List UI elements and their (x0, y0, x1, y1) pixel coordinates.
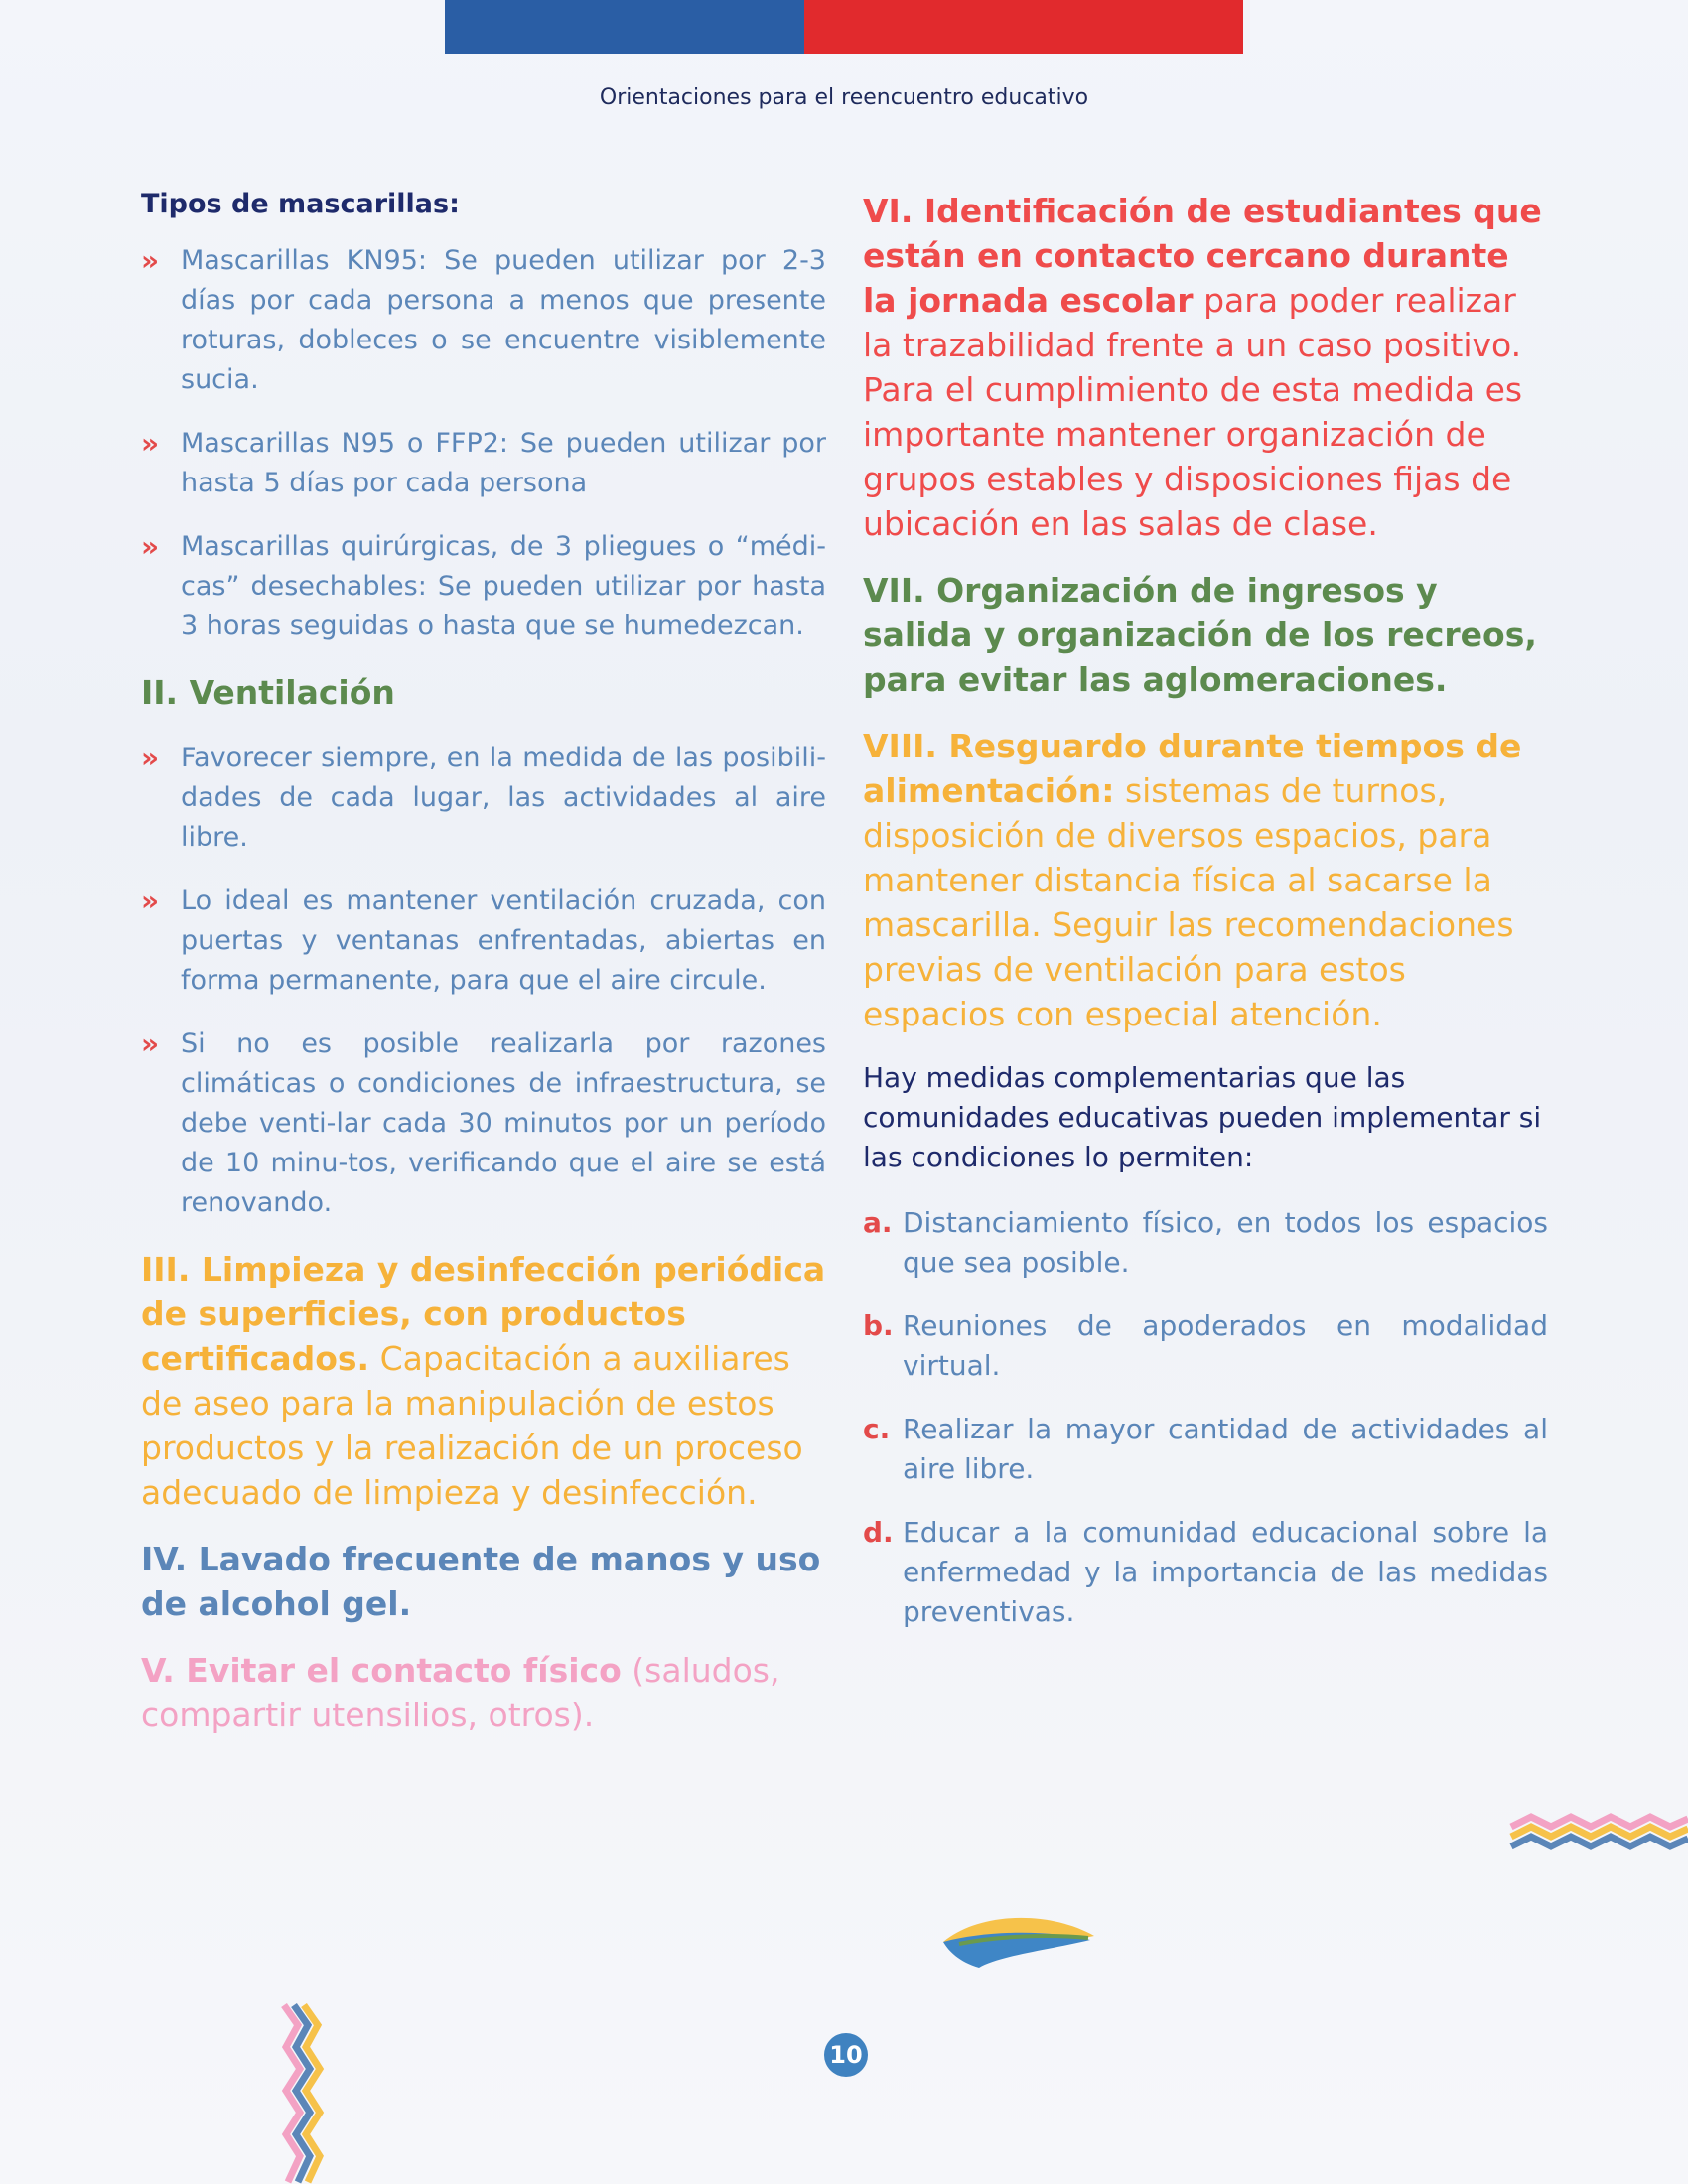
bullet-chevron-icon: » (141, 742, 160, 774)
list-item: » Mascarillas quirúrgicas, de 3 pliegues o “médi-cas” desechables: Se pueden utilizar por hasta 3 horas seguidas o hasta que se humedezcan. (141, 527, 826, 646)
list-item: a. Distanciamiento físico, en todos los espacios que sea posible. (863, 1206, 1548, 1279)
ventilation-title: II. Ventilación (141, 673, 395, 712)
bullet-chevron-icon: » (141, 1027, 160, 1060)
list-item: c. Realizar la mayor cantidad de actividades al aire libre. (863, 1413, 1548, 1485)
section-physical-contact: V. Evitar el contacto físico (saludos, compartir utensilios, otros). (141, 1651, 780, 1734)
section-handwashing: IV. Lavado frecuente de manos y uso de alcohol gel. (141, 1540, 821, 1623)
bullet-chevron-icon: » (141, 530, 160, 563)
section-feeding: VIII. Resguardo durante tiempos de alimentación: sistemas de turnos, disposición de diversos espacios, para mantener distancia física al sacarse la mascarilla. Seguir las recomendaciones previas de ventilación para estos espacios con especial atención. (863, 727, 1522, 1033)
masks-title: Tipos de mascarillas: (141, 189, 460, 219)
bullet-chevron-icon: » (141, 244, 160, 277)
section-identification: VI. Identificación de estudiantes que están en contacto cercano durante la jornada escolar para poder realizar la trazabilidad frente a un caso positivo. Para el cumplimiento de esta medida es importante mantener organización de grupos estables y disposiciones fijas de ubicación en las salas de clase. (863, 192, 1542, 543)
list-item: » Mascarillas N95 o FFP2: Se pueden utilizar por hasta 5 días por cada persona (141, 424, 826, 503)
masks-list (141, 241, 826, 646)
list-item: » Si no es posible realizarla por razones climáticas o condiciones de infraestructura, se debe venti-lar cada 30 minutos por un período de 10 minu-tos, verificando que el aire se está renovando. (141, 1024, 826, 1223)
list-item: » Lo ideal es mantener ventilación cruzada, con puertas y ventanas enfrentadas, abiertas en forma permanente, para que el aire circule. (141, 882, 826, 1001)
list-item: » Favorecer siempre, en la medida de las posibili-dades de cada lugar, las actividades al aire libre. (141, 739, 826, 858)
header-title: Orientaciones para el reencuentro educativo (599, 85, 1089, 110)
leaf-icon (939, 1906, 1098, 1976)
flag-stripe-blue (445, 0, 804, 54)
list-item: b. Reuniones de apoderados en modalidad virtual. (863, 1309, 1548, 1382)
zigzag-stripes-icon (1509, 1813, 1688, 1868)
list-item: d. Educar a la comunidad educacional sobre la enfermedad y la importancia de las medidas preventivas. (863, 1516, 1548, 1628)
complementary-intro: Hay medidas complementarias que las comunidades educativas pueden implementar si las condiciones lo permiten: (863, 1061, 1542, 1173)
section-cleaning: III. Limpieza y desinfección periódica de superficies, con productos certificados. Capacitación a auxiliares de aseo para la manipulación de estos productos y la realización de un proceso adecuado de limpieza y desinfección. (141, 1250, 826, 1512)
right-column (863, 189, 1548, 1656)
measures-list (863, 1203, 1548, 1632)
bullet-chevron-icon: » (141, 427, 160, 460)
ventilation-list (141, 739, 826, 1223)
bullet-chevron-icon: » (141, 885, 160, 917)
page-number-badge: 10 (824, 2033, 868, 2077)
section-organization: VII. Organización de ingresos y salida y organización de los recreos, para evitar las aglomeraciones. (863, 571, 1537, 699)
left-column (141, 189, 826, 1759)
flag-stripe-red (804, 0, 1243, 54)
zigzag-vertical-icon (278, 2003, 330, 2184)
list-item: » Mascarillas KN95: Se pueden utilizar por 2-3 días por cada persona a menos que presente roturas, dobleces o se encuentre visiblemente sucia. (141, 241, 826, 400)
